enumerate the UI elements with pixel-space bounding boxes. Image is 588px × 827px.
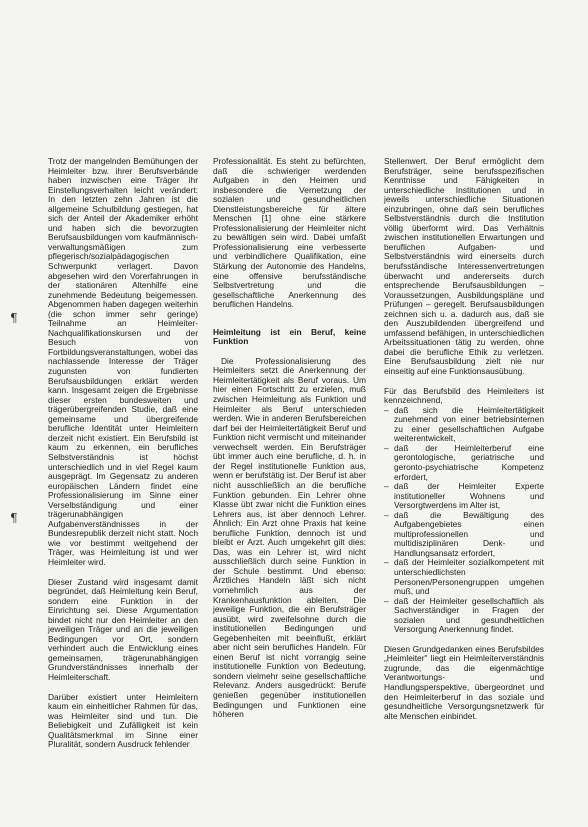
body-paragraph: Darüber existiert unter Heimleitern kaum ein einheitlicher Rahmen für das, was Heimleiter sind und tun. Die Beliebigkeit und Zufälligkeit ist kein Qualitätsmerkmal im Sinne einer Pluralität, sondern Ausdruck fehlender	[48, 691, 198, 750]
body-paragraph: Professionalität. Es steht zu befürchten, daß die schwieriger werdenden Aufgaben in den Heimen und insbesondere die Vernetzung der sozialen und gesundheitlichen Dienstleistungsbereiche für ältere Menschen [1] ohne eine stärkere Professionalisierung der Heimleiter nicht zu bewältigen sein wird. Dabei umfaßt Professionalisierung eine verbesserte und verbindlichere Qualifikation, eine Stärkung der Autonomie des Handelns, eine offensive berufsständische Selbstvertretung und die gesellschaftliche Anerkennung des beruflichen Handelns.	[213, 156, 366, 310]
text-column-2	[213, 157, 366, 720]
margin-annotation-mark: ¶	[10, 311, 18, 325]
body-paragraph: Dieser Zustand wird insgesamt damit begründet, daß Heimleitung kein Beruf, sondern eine Funktion in der Einrichtung sei. Diese Argumentation bindet nicht nur den Heimleiter an den jeweiligen Träger und an die jeweiligen Bedingungen vor Ort, sondern verhindert auch die Entwicklung eines gemeinsamen, trägerunabhängigen Grundverständnisses innerhalb der Heimleiterschaft.	[48, 576, 198, 682]
list-item: – daß die Bewältigung des Aufgabengebietes einen multiprofessionellen und multidisziplinären Denk- und Handlungsansatz erfordert,	[384, 511, 544, 559]
body-paragraph: Für das Berufsbild des Heimleiters ist kennzeichnend,	[384, 385, 544, 406]
list-item: – daß der Heimleiter sozialkompetent mit unterschiedlichsten Personen/Personengruppen umgehen muß, und	[384, 558, 544, 596]
criteria-list	[384, 406, 544, 635]
body-paragraph: Die Professionalisierung des Heimleiters setzt die Anerkennung der Heimleitertätigkeit als Beruf voraus. Um hier einen Fortschritt zu erzielen, muß zwischen Heimleitung als Funktion und Heimleiter als Beruf unterschieden werden. Wie in anderen Berufsbereichen darf bei der Heimleitertätigkeit Beruf und Funktion nicht vermischt und miteinander verwechselt werden. Ein Berufsträger übt immer auch eine berufliche, d. h. in der Regel institutionelle Funktion aus, wenn er berufstätig ist. Der Beruf ist aber nicht ausschließlich an die berufliche Funktion gebunden. Ein Lehrer ohne Klasse übt zwar nicht die Funktion eines Lehrers aus, ist aber dennoch Lehrer. Ähnlich: Ein Arzt ohne Praxis hat keine berufliche Funktion, dennoch ist und bleibt er Arzt. Auch umgekehrt gilt dies: Das, was ein Lehrer ist, wird nicht ausschließlich durch seine Funktion in der Schule bestimmt. Und ebenso: Ärztliches Handeln läßt sich nicht vornehmlich aus der Krankenhausfunktion ableiten. Die jeweilige Funktion, die ein Berufsträger ausübt, wird zweifelsohne durch die institutionellen Bedingungen und Gegebenheiten mit beeinflußt, erklärt aber nicht sein berufliches Handeln. Für einen Beruf ist nicht vorrangig seine institutionelle Funktion von Bedeutung, sondern vielmehr seine gesellschaftliche Relevanz. Anders ausgedrückt: Berufe genießen gegenüber institutionellen Bedingungen und Funktionen eine höheren	[213, 355, 366, 720]
margin-annotation-mark: ¶	[10, 511, 18, 525]
list-item: – daß der Heimleiterberuf eine gerontologische, geriatrische und geronto-psychiatrische Kompetenz erfordert,	[384, 444, 544, 482]
text-column-1	[48, 157, 198, 750]
section-heading: Heimleitung ist ein Beruf, keine Funktion	[213, 326, 366, 347]
body-paragraph: Stellenwert. Der Beruf ermöglicht dem Berufsträger, seine berufsspezifischen Kenntnisse und Fähigkeiten in unterschiedliche Institutionen und in jeweils unterschiedliche Situationen einzubringen, ohne daß sein berufliches Selbstverständnis durch die Institution völlig überformt wird. Das Verhältnis zwischen institutionellen Erwartungen und beruflichen Aufgaben- und Selbstverständnis wird einerseits durch berufsständische Interessenvertretungen überwacht und andererseits durch entsprechende Berufsausbildungen – Voraussetzungen, Ausbildungspläne und Prüfungen – geregelt. Berufsausbildungen zeichnen sich u. a. dadurch aus, daß sie den Auszubildenden übergreifend und umfassend befähigen, in unterschiedlichen Arbeitssituationen tätig zu werden, ohne dabei die berufliche Ethik zu verletzen. Eine Berufsausbildung zielt nie nur einseitig auf eine Funktionsausübung.	[384, 156, 544, 377]
list-item: – daß sich die Heimleitertätigkeit zunehmend von einer betriebsinternen zu einer gesellschaftlichen Aufgabe weiterentwickelt,	[384, 406, 544, 444]
list-item: – daß der Heimleiter Experte institutioneller Wohnens und Versorgtwerdens im Alter ist,	[384, 482, 544, 511]
body-paragraph: Diesen Grundgedanken eines Berufsbildes „Heimleiter" liegt ein Heimleiterverständnis zugrunde, das die eigenmächtige Verantwortungs- und Handlungsperspektive, übergeordnet und den Heimleiterberuf in das soziale und gesundheitliche Versorgungsnetzwerk für alte Menschen einbindet.	[384, 643, 544, 721]
list-item: – daß der Heimleiter gesellschaftlich als Sachverständiger in Fragen der sozialen und gesundheitlichen Versorgung Anerkennung findet.	[384, 597, 544, 635]
body-paragraph: Trotz der mangelnden Bemühungen der Heimleiter bzw. ihrer Berufsverbände haben inzwischen eine Träger ihr Einstellungsverhalten leicht verändert: In den letzten zehn Jahren ist die allgemeine Schulbildung gestiegen, hat sich der Anteil der Akademiker erhöht und haben sich die bevorzugten Berufsausbildungen vom kaufmännisch-verwaltungsmäßigen zum pflegerisch/sozialpädagogischen Schwerpunkt verlagert. Davon abgesehen wird den Vorerfahrungen in der stationären Altenhilfe eine zunehmende Bedeutung beigemessen. Abgenommen haben dagegen weiterhin (die schon immer sehr geringe) Teilnahme an Heimleiter-Nachqualifikationskursen und der Besuch von Fortbildungsveranstaltungen, wobei das nachlassende Interesse der Träger zugunsten von fundierten Berufsausbildungen erklärt werden kann. Insgesamt zeigen die Ergebnisse dieser ersten bundesweiten und trägerübergreifenden Studie, daß eine gemeinsame und übergreifende berufliche Identität unter Heimleitern derzeit nicht existiert. Ein Berufsbild ist kaum zu erkennen, ein berufliches Selbstverständnis ist höchst unterschiedlich und in viel Regel kaum ausgeprägt. Im Gegensatz zu anderen europäischen Ländern findet eine Professionalisierung im Sinne einer Verselbständigung und einer trägerunabhängigen Aufgabenverständnisses in der Bundesrepublik derzeit nicht statt. Noch wie vor bestimmt weitgehend der Träger, was Heimleitung ist und wer Heimleiter wird.	[48, 156, 198, 567]
text-column-3	[384, 157, 544, 721]
